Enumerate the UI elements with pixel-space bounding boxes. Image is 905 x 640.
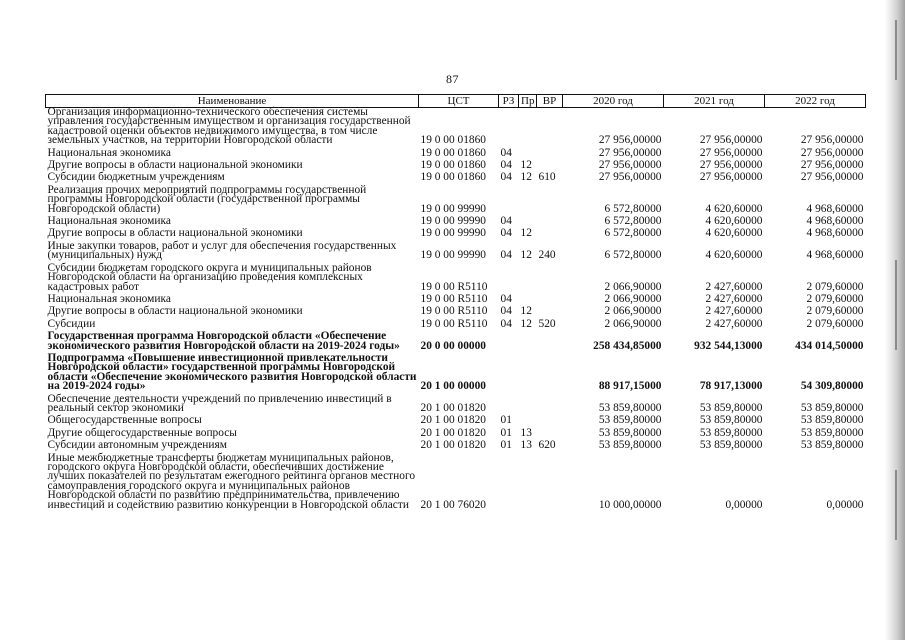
table-row [46, 304, 866, 316]
row-pr [519, 108, 537, 146]
row-name: Субсидии бюджетам городского округа и муниципальных районов Новгородской области на организацию проведения комплексных кадастровых работ [47, 261, 372, 293]
row-pr: 12 [520, 317, 532, 330]
row-cst: 20 1 00 01820 [420, 414, 486, 427]
row-2021: 2 427,60000 [705, 292, 763, 305]
row-vr [537, 304, 563, 316]
row-2021: 53 859,80000 [699, 439, 763, 452]
row-cst: 20 1 00 01820 [420, 401, 486, 414]
row-2021: 4 620,60000 [705, 249, 763, 262]
row-2021: 53 859,80000 [699, 401, 763, 414]
row-rz: 04 [500, 146, 512, 159]
row-cst: 20 0 00 00000 [420, 339, 486, 352]
row-vr [537, 451, 563, 510]
row-pr [519, 292, 537, 304]
row-pr: 12 [520, 159, 532, 172]
row-2021: 2 427,60000 [705, 317, 763, 330]
row-cst: 19 0 00 R5110 [420, 292, 488, 305]
table-row [46, 351, 866, 392]
row-rz: 01 [500, 439, 512, 452]
table-row [46, 214, 866, 226]
header-2021: 2021 год [664, 95, 765, 108]
row-2022: 54 309,80000 [800, 380, 864, 393]
row-2022: 53 859,80000 [800, 426, 864, 439]
row-2020: 27 956,00000 [598, 146, 662, 159]
row-cst: 20 1 00 01820 [420, 426, 486, 439]
row-name: Национальная экономика [47, 292, 171, 305]
row-2021: 4 620,60000 [705, 227, 763, 240]
row-2022: 4 968,60000 [806, 249, 864, 262]
row-rz [499, 261, 519, 292]
row-name: Другие вопросы в области национальной экономики [47, 227, 303, 240]
table-row [46, 392, 866, 414]
row-vr: 240 [538, 249, 556, 262]
row-vr [537, 214, 563, 226]
table-row [46, 226, 866, 238]
row-vr: 620 [538, 439, 556, 452]
row-2020: 6 572,80000 [604, 249, 662, 262]
row-cst: 19 0 00 99990 [420, 227, 486, 240]
row-vr [537, 183, 563, 214]
row-2021: 932 544,13000 [694, 339, 763, 352]
row-rz [499, 392, 519, 414]
row-vr [537, 158, 563, 170]
row-name: Обеспечение деятельности учреждений по привлечению инвестиций в реальный сектор экономики [47, 392, 392, 414]
table-row [46, 426, 866, 438]
row-name: Национальная экономика [47, 146, 171, 159]
row-2021: 27 956,00000 [699, 171, 763, 184]
row-2021: 27 956,00000 [699, 134, 763, 147]
row-2020: 53 859,80000 [598, 439, 662, 452]
row-2020: 27 956,00000 [598, 159, 662, 172]
row-name: Другие вопросы в области национальной экономики [47, 159, 303, 172]
row-name: Государственная программа Новгородской области «Обеспечение экономического развития Новгородской области на 2019-2024 годы» [47, 330, 400, 352]
row-pr [519, 329, 537, 351]
row-name: Иные закупки товаров, работ и услуг для обеспечения государственных (муниципальных) нужд [47, 239, 397, 262]
row-rz: 04 [500, 292, 512, 305]
row-name: Субсидии автономным учреждениям [47, 439, 227, 452]
row-vr: 520 [538, 317, 556, 330]
row-rz: 04 [500, 171, 512, 184]
row-2020: 2 066,90000 [604, 280, 662, 293]
row-2021: 2 427,60000 [705, 280, 763, 293]
scan-edge-mark [895, 20, 897, 80]
row-pr [519, 261, 537, 292]
row-rz [499, 451, 519, 510]
header-vr: ВР [537, 95, 563, 108]
scan-edge-mark [895, 470, 897, 540]
row-2020: 6 572,80000 [604, 227, 662, 240]
row-2022: 2 079,60000 [806, 292, 864, 305]
row-2022: 27 956,00000 [800, 146, 864, 159]
row-name: Общегосударственные вопросы [47, 414, 202, 427]
row-2021: 53 859,80000 [699, 414, 763, 427]
row-pr: 13 [520, 439, 532, 452]
row-vr: 610 [538, 171, 556, 184]
row-cst: 20 1 00 00000 [420, 380, 486, 393]
row-rz: 04 [500, 305, 512, 318]
row-rz: 04 [500, 215, 512, 228]
row-rz: 04 [500, 159, 512, 172]
row-cst: 19 0 00 R5110 [420, 280, 488, 293]
table-row [46, 108, 866, 146]
table-row [46, 329, 866, 351]
row-cst: 20 1 00 76020 [420, 498, 486, 511]
page-number: 87 [446, 72, 459, 86]
row-name: Иные межбюджетные трансферты бюджетам муниципальных районов, городского округа Новгородской области, обеспечивших достижение лучших показателей по результатам ежегодного рейтинга органов местного самоуправления городского округа и муниципальных районов Новгородской области по развитию предпринимательства, привлечению инвестиций и содействию развитию конкуренции в Новгородской области [47, 451, 416, 511]
row-cst: 19 0 00 R5110 [420, 305, 488, 318]
row-pr: 12 [520, 249, 532, 262]
row-cst: 19 0 00 99990 [420, 215, 486, 228]
row-name: Организация информационно-технического обеспечения системы управления государственным имуществом и организация государственной кадастровой оценки объектов недвижимого имущества, в том числе земельных участков, на территории Новгородской области [47, 106, 411, 147]
row-rz: 01 [500, 426, 512, 439]
row-vr [537, 108, 563, 146]
row-2022: 4 968,60000 [806, 215, 864, 228]
row-2021: 0,00000 [725, 498, 763, 511]
row-2022: 2 079,60000 [806, 317, 864, 330]
row-pr [519, 146, 537, 158]
table-row [46, 261, 866, 292]
row-pr: 12 [520, 171, 532, 184]
row-2022: 0,00000 [826, 498, 864, 511]
header-rz: РЗ [499, 95, 519, 108]
row-vr [537, 226, 563, 238]
row-2021: 78 917,13000 [699, 380, 763, 393]
row-vr [537, 392, 563, 414]
row-rz: 04 [500, 227, 512, 240]
row-2022: 434 014,50000 [795, 339, 864, 352]
scan-edge-mark [895, 260, 897, 350]
table-row [46, 292, 866, 304]
header-2022: 2022 год [765, 95, 866, 108]
row-2020: 2 066,90000 [604, 317, 662, 330]
row-2021: 4 620,60000 [705, 215, 763, 228]
row-2022: 27 956,00000 [800, 134, 864, 147]
budget-table [45, 94, 866, 510]
row-2020: 2 066,90000 [604, 305, 662, 318]
row-2021: 4 620,60000 [705, 202, 763, 215]
row-cst: 19 0 00 01860 [420, 134, 486, 147]
row-2020: 6 572,80000 [604, 202, 662, 215]
table-row [46, 183, 866, 214]
row-name: Другие вопросы в области национальной экономики [47, 305, 303, 318]
row-name: Реализация прочих мероприятий подпрограммы государственной программы Новгородской области (государственной программы Новгородской области) [47, 183, 367, 215]
row-2020: 88 917,15000 [598, 380, 662, 393]
row-rz [499, 351, 519, 392]
table-row [46, 413, 866, 425]
row-2022: 53 859,80000 [800, 414, 864, 427]
row-name: Подпрограмма «Повышение инвестиционной привлекательности Новгородской области» государственной программы Новгородской области «Обеспечение экономического развития Новгородской области на 2019-2024 годы» [47, 351, 417, 393]
row-rz [499, 183, 519, 214]
row-pr: 13 [520, 426, 532, 439]
row-pr [519, 413, 537, 425]
row-pr [519, 214, 537, 226]
row-2022: 2 079,60000 [806, 280, 864, 293]
table-row [46, 317, 866, 329]
row-pr [519, 183, 537, 214]
row-name: Субсидии [47, 317, 96, 330]
row-cst: 19 0 00 01860 [420, 159, 486, 172]
table-body [46, 108, 866, 511]
row-cst: 19 0 00 01860 [420, 171, 486, 184]
header-2020: 2020 год [563, 95, 664, 108]
row-rz: 04 [500, 249, 512, 262]
header-cst: ЦСТ [419, 95, 499, 108]
row-cst: 20 1 00 01820 [420, 439, 486, 452]
row-2022: 2 079,60000 [806, 305, 864, 318]
table-row [46, 158, 866, 170]
row-2020: 53 859,80000 [598, 401, 662, 414]
row-cst: 19 0 00 R5110 [420, 317, 488, 330]
row-cst: 19 0 00 99990 [420, 202, 486, 215]
row-vr [537, 426, 563, 438]
row-2020: 2 066,90000 [604, 292, 662, 305]
row-pr [519, 451, 537, 510]
row-2020: 6 572,80000 [604, 215, 662, 228]
row-2022: 27 956,00000 [800, 171, 864, 184]
row-2021: 27 956,00000 [699, 146, 763, 159]
row-rz: 04 [500, 317, 512, 330]
header-pr: Пр [519, 95, 537, 108]
row-2021: 2 427,60000 [705, 305, 763, 318]
row-name: Субсидии бюджетным учреждениям [47, 171, 225, 184]
row-vr [537, 413, 563, 425]
row-2022: 4 968,60000 [806, 202, 864, 215]
table-row [46, 438, 866, 450]
row-rz [499, 329, 519, 351]
row-2020: 53 859,80000 [598, 414, 662, 427]
table-row [46, 170, 866, 182]
row-2020: 10 000,00000 [598, 498, 662, 511]
row-2022: 4 968,60000 [806, 227, 864, 240]
row-rz: 01 [500, 414, 512, 427]
row-2022: 53 859,80000 [800, 439, 864, 452]
row-2022: 27 956,00000 [800, 159, 864, 172]
row-vr [537, 146, 563, 158]
row-pr [519, 392, 537, 414]
row-rz [499, 108, 519, 146]
row-cst: 19 0 00 01860 [420, 146, 486, 159]
row-pr: 12 [520, 227, 532, 240]
row-2021: 27 956,00000 [699, 159, 763, 172]
row-vr [537, 351, 563, 392]
table-row [46, 451, 866, 510]
header-name: Наименование [46, 95, 419, 108]
row-pr: 12 [520, 305, 532, 318]
row-name: Национальная экономика [47, 215, 171, 228]
row-vr [537, 292, 563, 304]
row-pr [519, 351, 537, 392]
table-row [46, 239, 866, 261]
row-cst: 19 0 00 99990 [420, 249, 486, 262]
row-vr [537, 261, 563, 292]
row-name: Другие общегосударственные вопросы [47, 426, 237, 439]
row-2022: 53 859,80000 [800, 401, 864, 414]
row-2020: 53 859,80000 [598, 426, 662, 439]
row-2020: 258 434,85000 [593, 339, 662, 352]
row-2020: 27 956,00000 [598, 171, 662, 184]
row-2020: 27 956,00000 [598, 134, 662, 147]
table-row [46, 146, 866, 158]
row-vr [537, 329, 563, 351]
row-2021: 53 859,80000 [699, 426, 763, 439]
